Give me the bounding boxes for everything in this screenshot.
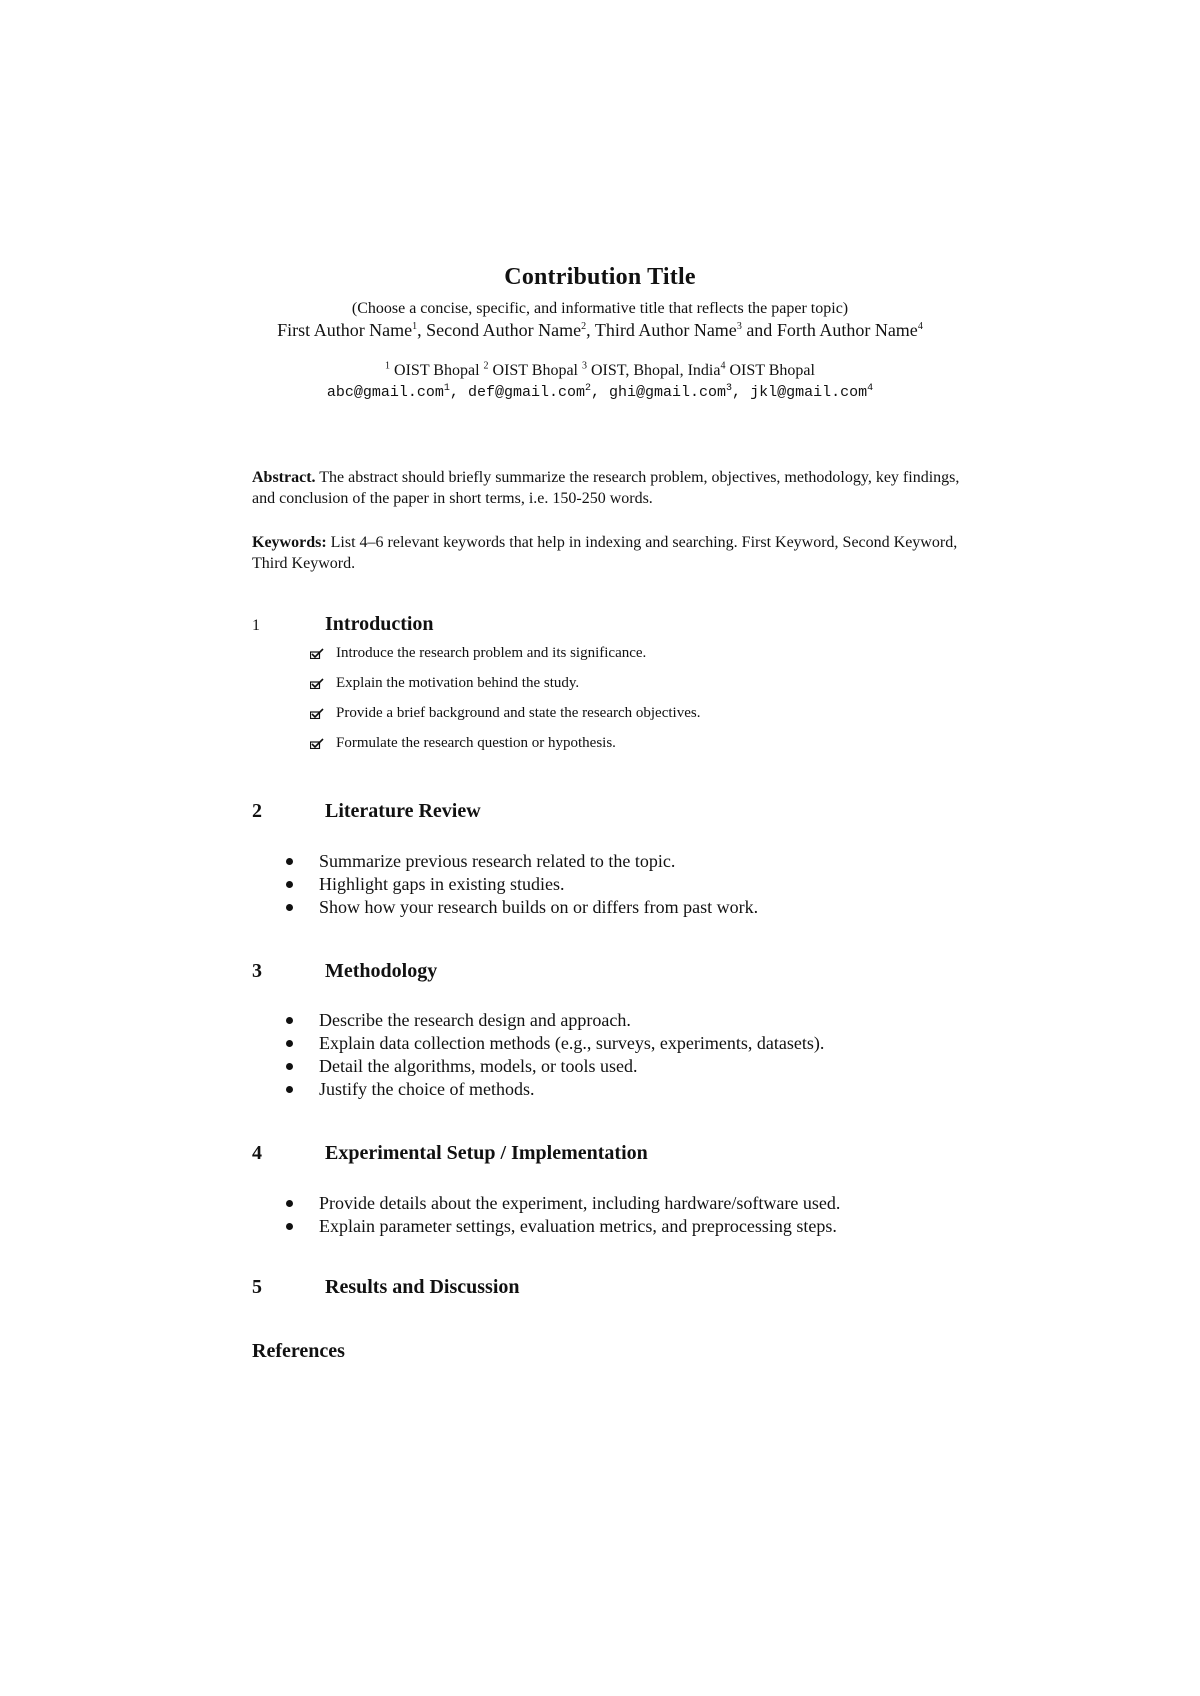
abstract-paragraph (252, 467, 972, 509)
author-name: Forth Author Name (776, 320, 918, 340)
list-item-text: Provide a brief background and state the research objectives. (336, 705, 701, 721)
keywords-paragraph (252, 532, 972, 574)
section-title-literature-review: Literature Review (325, 800, 481, 822)
author-sup: 4 (917, 321, 923, 332)
section-number: 2 (252, 800, 262, 822)
email-separator: , (732, 384, 751, 401)
email: abc@gmail.com (326, 384, 444, 401)
list-item (286, 1215, 840, 1238)
checkbox-tick-icon (310, 738, 324, 749)
author-separator: , (417, 320, 427, 340)
affiliation-sup: 1 (385, 360, 391, 372)
list-item (286, 1055, 824, 1078)
affiliation: OIST Bhopal (725, 362, 815, 379)
list-item-text: Detail the algorithms, models, or tools used. (319, 1056, 638, 1076)
section-number: 1 (252, 617, 260, 634)
list-item-text: Highlight gaps in existing studies. (319, 874, 565, 894)
list-item (310, 645, 700, 675)
literature-review-list (286, 850, 758, 919)
bullet-icon (286, 1086, 293, 1093)
keywords-label: Keywords: (252, 534, 327, 551)
checkbox-tick-icon (310, 648, 324, 659)
author-name: First Author Name (277, 320, 413, 340)
affiliation: OIST, Bhopal, India (587, 362, 721, 379)
bullet-icon (286, 858, 293, 865)
list-item-text: Explain parameter settings, evaluation metrics, and preprocessing steps. (319, 1216, 837, 1236)
author-name: Second Author Name (426, 320, 582, 340)
list-item (286, 873, 758, 896)
email: def@gmail.com (467, 384, 585, 401)
list-item (286, 896, 758, 919)
list-item-text: Introduce the research problem and its significance. (336, 645, 647, 661)
affiliation-list (0, 362, 1200, 380)
affiliation: OIST Bhopal (390, 362, 484, 379)
list-item-text: Summarize previous research related to the topic. (319, 851, 676, 871)
email-separator: , (590, 384, 609, 401)
list-item-text: Describe the research design and approach. (319, 1010, 631, 1030)
bullet-icon (286, 904, 293, 911)
list-item (310, 675, 700, 705)
list-item (286, 1032, 824, 1055)
bullet-icon (286, 1223, 293, 1230)
section-title-methodology: Methodology (325, 960, 438, 982)
email-sup: 2 (584, 383, 591, 394)
email-list (0, 384, 1200, 401)
abstract-text: The abstract should briefly summarize the research problem, objectives, methodology, key findings, and conclusion of the paper in short terms, i.e. 150-250 words. (252, 469, 960, 507)
list-item-text: Justify the choice of methods. (319, 1079, 535, 1099)
list-item (286, 850, 758, 873)
bullet-icon (286, 1040, 293, 1047)
section-number: 5 (252, 1276, 262, 1298)
affiliation-sup: 3 (582, 360, 587, 372)
title-hint: (Choose a concise, specific, and informative title that reflects the paper topic) (351, 300, 849, 317)
email-sup: 3 (726, 383, 733, 394)
list-item-text: Explain the motivation behind the study. (336, 675, 580, 691)
email: jkl@gmail.com (750, 384, 868, 401)
experimental-setup-list (286, 1192, 840, 1238)
list-item (286, 1009, 824, 1032)
list-item-text: Explain data collection methods (e.g., surveys, experiments, datasets). (319, 1033, 825, 1053)
checkbox-tick-icon (310, 708, 324, 719)
author-separator: , (586, 320, 595, 340)
affiliation-sup: 4 (720, 360, 726, 372)
keywords-text: List 4–6 relevant keywords that help in indexing and searching. First Keyword, Second Keyword, Third Keyword. (252, 534, 958, 572)
author-sup: 1 (412, 321, 418, 332)
affiliation: OIST Bhopal (488, 362, 582, 379)
email-separator: , (449, 384, 468, 401)
introduction-list (310, 645, 700, 765)
list-item (310, 735, 700, 765)
author-name: Third Author Name (594, 320, 737, 340)
section-number: 3 (252, 960, 262, 982)
author-sup: 3 (736, 321, 742, 332)
bullet-icon (286, 1200, 293, 1207)
paper-title: Contribution Title (504, 264, 696, 290)
abstract-label: Abstract. (252, 469, 316, 486)
bullet-icon (286, 1063, 293, 1070)
methodology-list (286, 1009, 824, 1101)
email-sup: 4 (867, 383, 874, 394)
list-item (310, 705, 700, 735)
checkbox-tick-icon (310, 678, 324, 689)
bullet-icon (286, 1017, 293, 1024)
section-title-results: Results and Discussion (325, 1276, 520, 1298)
list-item-text: Show how your research builds on or differs from past work. (319, 897, 759, 917)
section-title-introduction: Introduction (325, 613, 434, 635)
list-item-text: Formulate the research question or hypothesis. (336, 735, 616, 751)
email: ghi@gmail.com (609, 384, 727, 401)
list-item (286, 1078, 824, 1101)
references-heading: References (252, 1340, 345, 1362)
author-list (0, 320, 1200, 341)
email-sup: 1 (443, 383, 450, 394)
affiliation-sup: 2 (483, 360, 489, 372)
author-separator: and (741, 320, 777, 340)
list-item (286, 1192, 840, 1215)
bullet-icon (286, 881, 293, 888)
section-number: 4 (252, 1142, 262, 1164)
author-sup: 2 (581, 321, 587, 332)
section-title-experimental-setup: Experimental Setup / Implementation (325, 1142, 648, 1164)
list-item-text: Provide details about the experiment, including hardware/software used. (319, 1193, 841, 1213)
